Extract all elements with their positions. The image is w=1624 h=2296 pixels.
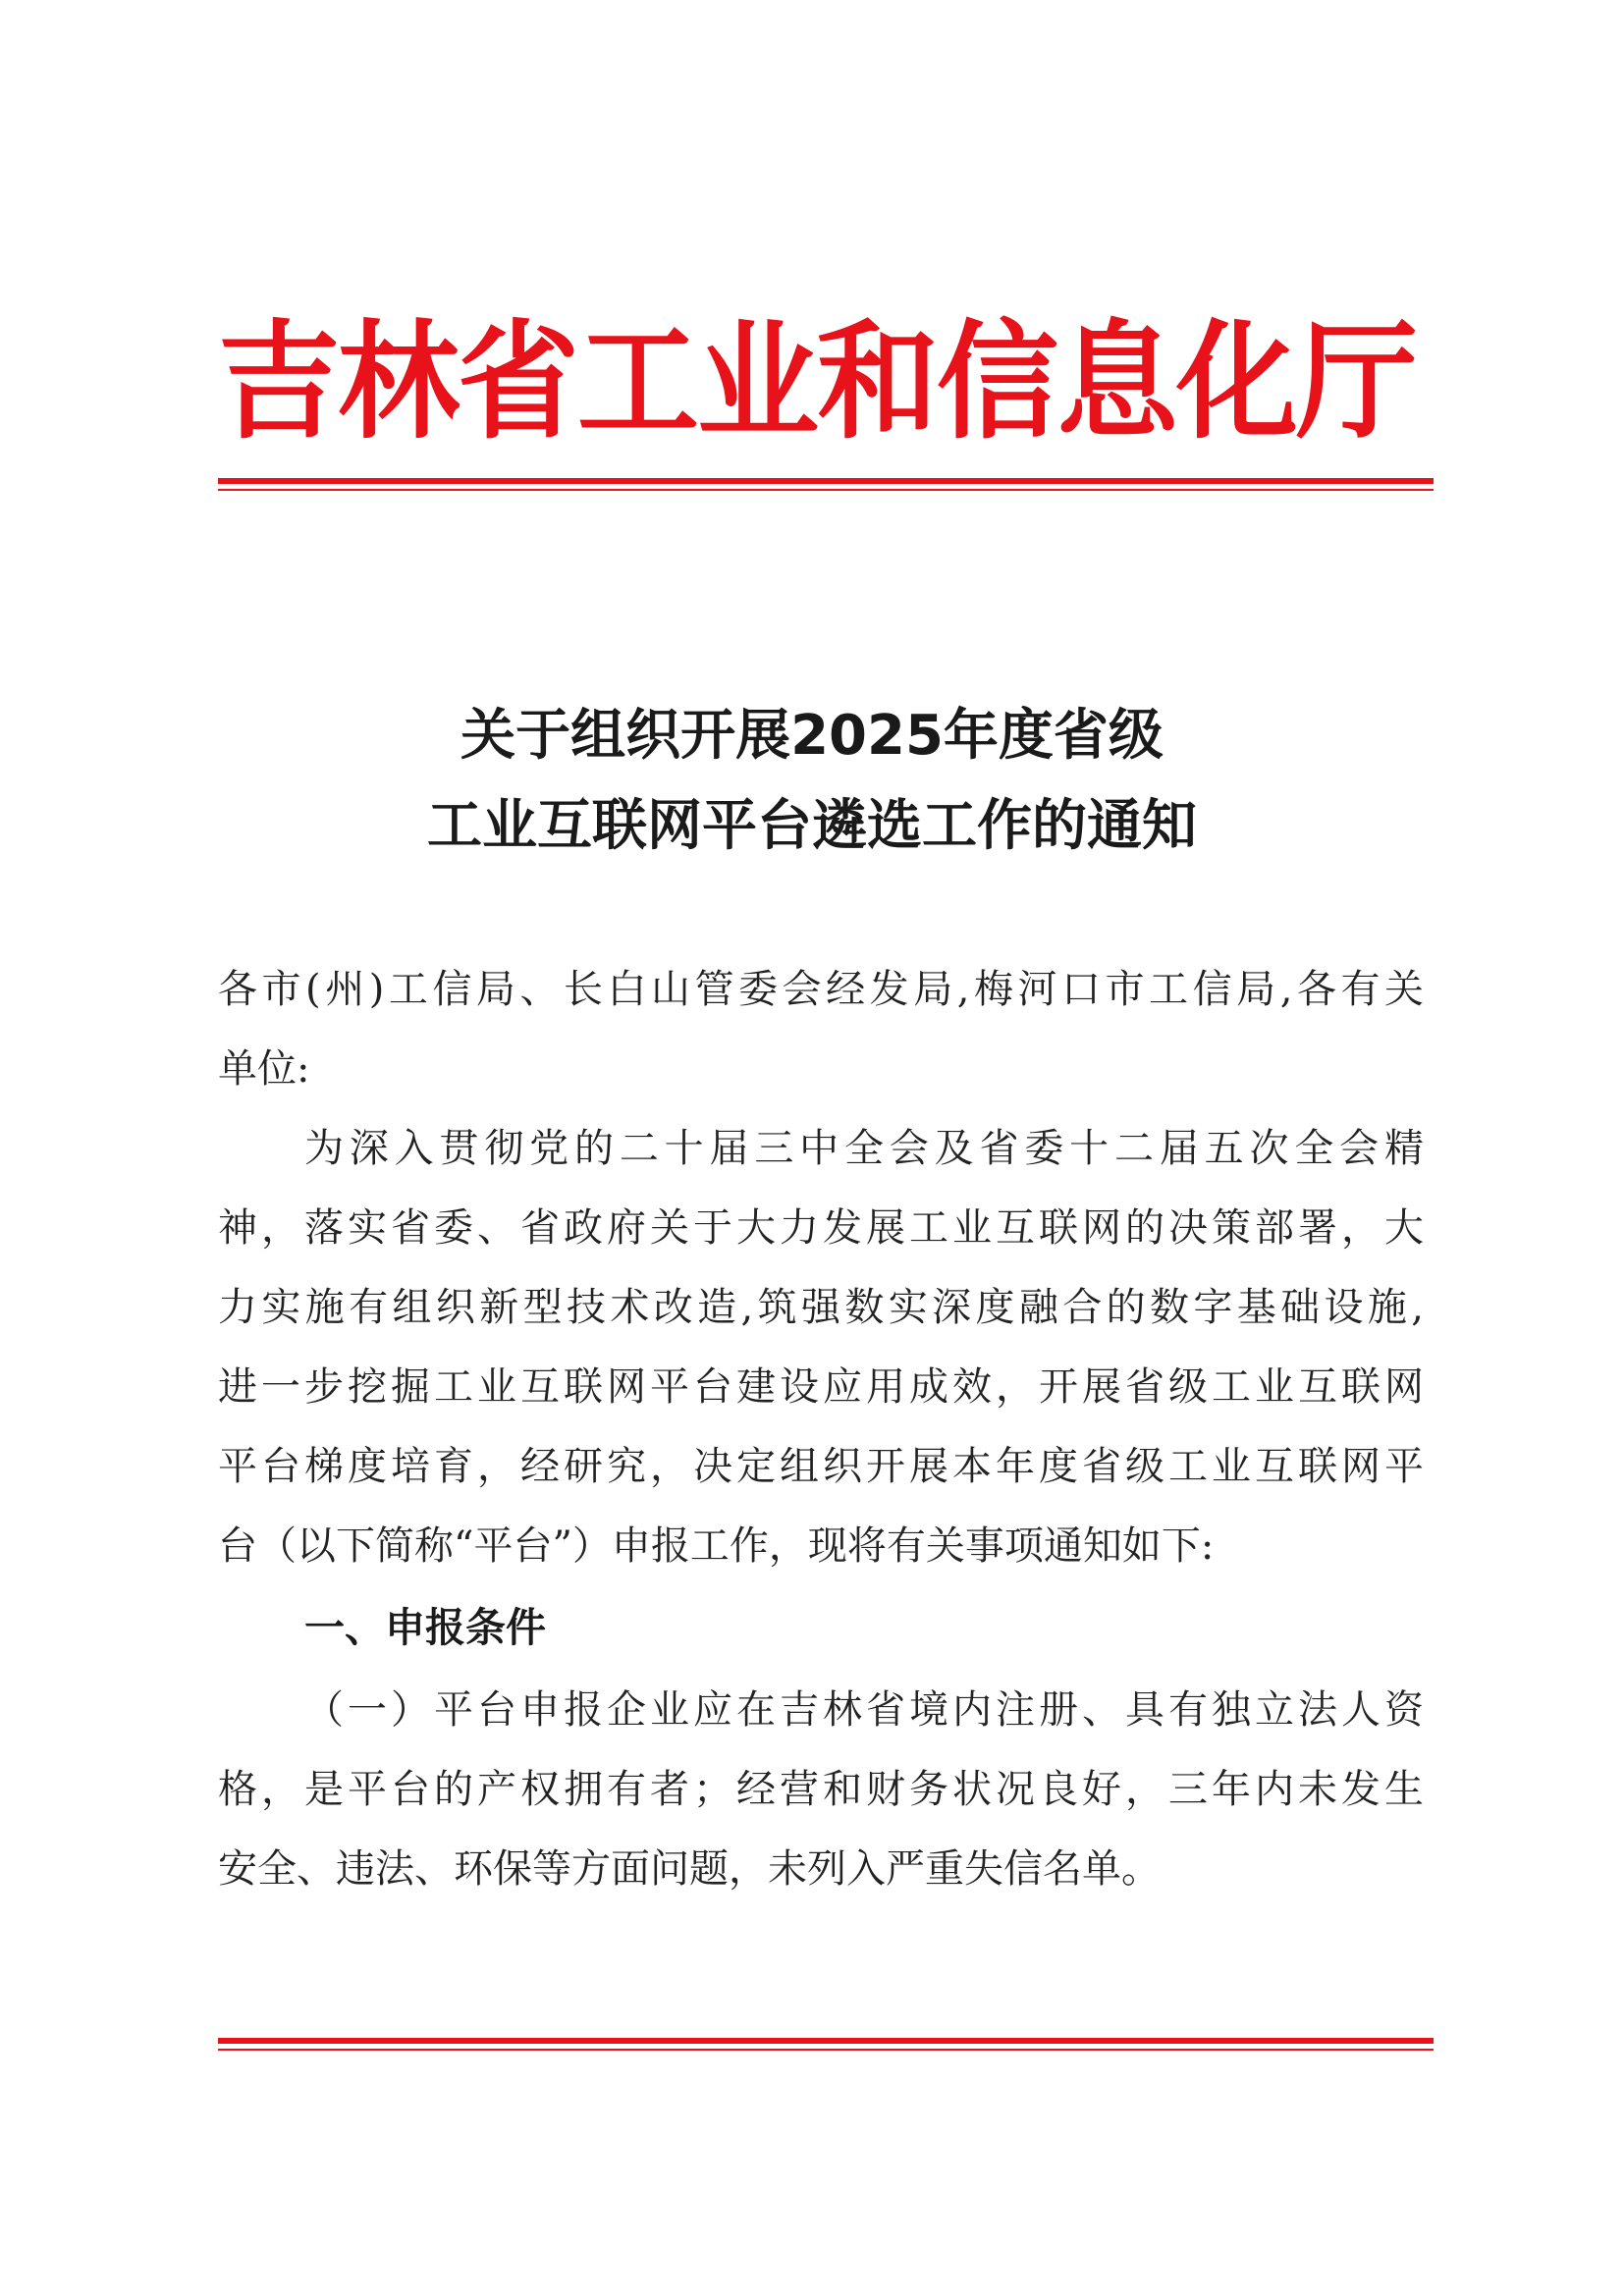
addressee-line: 单位:: [218, 1046, 310, 1092]
footer-rule-thick: [218, 2038, 1434, 2044]
paragraph-line: 安全、违法、环保等方面问题，未列入严重失信名单。: [218, 1846, 1161, 1892]
addressee-line: 各市(州)工信局、长白山管委会经发局,梅河口市工信局,各有关: [218, 967, 1424, 1012]
section-body: [218, 1671, 1424, 1909]
notice-title-line1: 关于组织开展2025年度省级: [460, 704, 1164, 768]
section-heading: 一、申报条件: [304, 1604, 546, 1651]
paragraph-line: 为深入贯彻党的二十届三中全会及省委十二届五次全会精: [304, 1126, 1424, 1171]
notice-body: [218, 950, 1424, 1586]
paragraph-line: 平台梯度培育，经研究，决定组织开展本年度省级工业互联网平: [218, 1444, 1424, 1489]
masthead-rule-thin: [218, 489, 1434, 491]
paragraph-line: 格，是平台的产权拥有者；经营和财务状况良好，三年内未发生: [218, 1767, 1424, 1812]
paragraph-line: 台（以下简称“平台”）申报工作，现将有关事项通知如下:: [218, 1523, 1215, 1569]
masthead-rule-thick: [218, 478, 1434, 484]
paragraph-line: 力实施有组织新型技术改造,筑强数实深度融合的数字基础设施,: [218, 1285, 1424, 1330]
masthead-org-name: 吉林省工业和信息化厅: [218, 307, 1417, 457]
footer-rule-thin: [218, 2049, 1434, 2051]
paragraph-line: 神，落实省委、省政府关于大力发展工业互联网的决策部署，大: [218, 1205, 1424, 1251]
notice-title-line2: 工业互联网平台遴选工作的通知: [427, 794, 1197, 858]
paragraph-line: （一）平台申报企业应在吉林省境内注册、具有独立法人资: [304, 1687, 1424, 1733]
paragraph-line: 进一步挖掘工业互联网平台建设应用成效，开展省级工业互联网: [218, 1364, 1424, 1410]
